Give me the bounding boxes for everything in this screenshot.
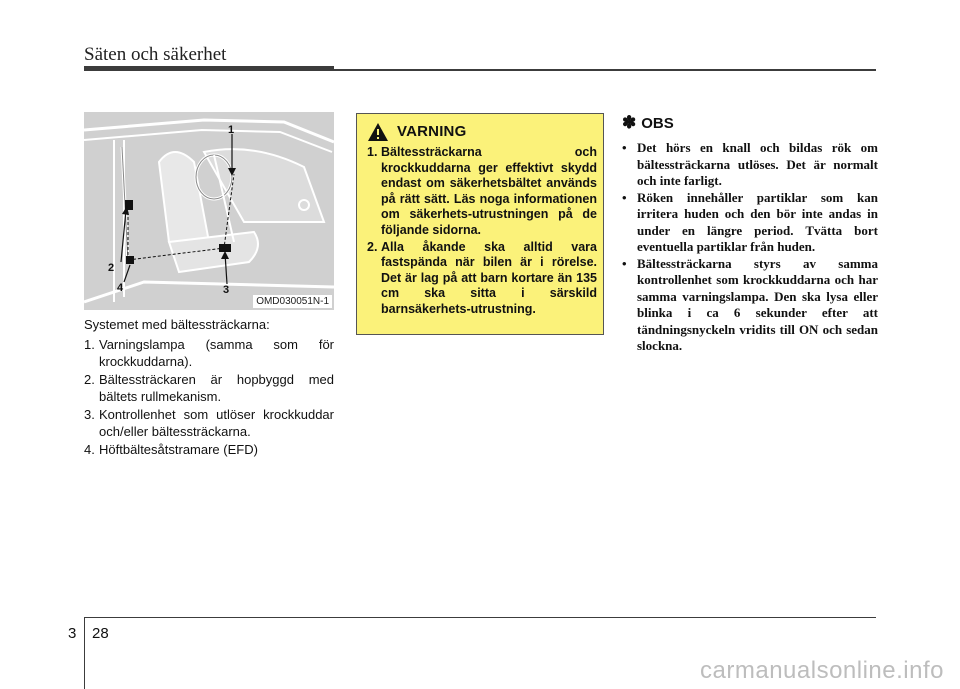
header-rule-thin <box>334 69 876 71</box>
figure-code: OMD030051N-1 <box>253 295 332 308</box>
warning-triangle-icon <box>367 122 389 142</box>
callout-4: 4 <box>117 282 124 294</box>
bullet-icon: • <box>622 255 627 271</box>
callout-2: 2 <box>108 262 115 274</box>
footer-rule-horizontal <box>84 617 876 618</box>
warning-header <box>367 122 597 142</box>
bullet-icon: • <box>622 189 627 205</box>
note-star-icon: ✽ <box>622 113 637 132</box>
figure-caption <box>84 316 334 459</box>
car-interior-drawing <box>84 112 334 310</box>
warning-item: 2. Alla åkande ska alltid vara fastspända när bilen är i rörelse. Det är lag på att barn kortare än 135 cm ska sitta i särskild barnsäkerhets-utrustning. <box>367 239 597 316</box>
watermark: carmanualsonline.info <box>700 657 944 684</box>
caption-item: 3. Kontrollenhet som utlöser krockkuddar och/eller bältessträckarna. <box>84 407 334 439</box>
warning-list <box>367 145 597 318</box>
warning-box <box>356 113 604 335</box>
bullet-icon: • <box>622 140 627 155</box>
obs-title: OBS <box>641 114 674 132</box>
caption-item: 2. Bältessträckaren är hopbyggd med bältets rullmekanism. <box>84 372 334 404</box>
pretensioner-illustration <box>84 112 334 310</box>
obs-header <box>622 113 878 133</box>
section-title: Säten och säkerhet <box>84 44 227 65</box>
footer-rule-vertical <box>84 617 85 689</box>
obs-note <box>622 113 878 355</box>
header-rule-thick <box>84 66 334 71</box>
callout-3: 3 <box>223 284 230 296</box>
caption-list <box>84 336 334 458</box>
obs-item: • Bältessträckarna styrs av samma kontrollenhet som krockkuddarna och har samma varningslampa. Den ska lysa eller blinka i ca 6 sekunder efter att tändningsnyckeln vridits till ON och sedan slockna. <box>622 255 878 353</box>
caption-intro: Systemet med bältessträckarna: <box>84 317 270 332</box>
warning-title: VARNING <box>397 123 467 141</box>
page-number: 28 <box>92 625 109 642</box>
caption-item: 4. Höftbältesåtstramare (EFD) <box>84 442 258 457</box>
callout-1: 1 <box>228 124 235 136</box>
warning-item: 1. Bältessträckarna och krockkuddarna ger effektivt skydd endast om säkerhetsbältet används på rätt sätt. Läs noga informationen om säkerhets-utrustningen på de följande sidorna. <box>367 145 597 237</box>
obs-item: • Det hörs en knall och bildas rök om bältessträckarna utlöses. Det är normalt och inte farligt. <box>622 140 878 188</box>
obs-item: • Röken innehåller partiklar som kan irritera huden och den bör inte andas in under en längre period. Tvätta bort eventuella partiklar från huden. <box>622 189 878 254</box>
chapter-number: 3 <box>68 625 77 642</box>
caption-item: 1. Varningslampa (samma som för krockkuddarna). <box>84 337 334 369</box>
obs-list <box>622 140 878 355</box>
